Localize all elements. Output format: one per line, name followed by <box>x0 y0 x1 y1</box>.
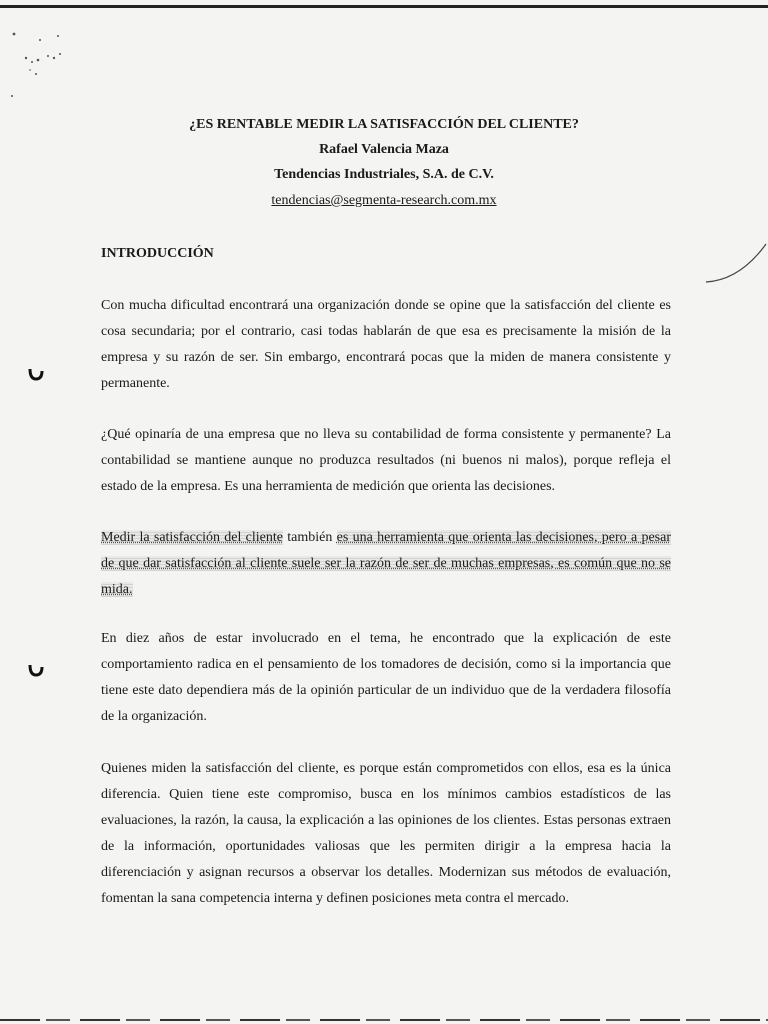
paragraph-3-connector: también <box>282 530 337 545</box>
paragraph-3 <box>101 525 671 603</box>
punch-hole-icon <box>28 367 44 381</box>
paragraph-2: ¿Qué opinaría de una empresa que no lleva su contabilidad de forma consistente y permanente? La contabilidad se mantiene aunque no produzca resultados (ni buenos ni malos), porque refleja el estado de la empresa. Es una herramienta de medición que orienta las decisiones. <box>101 427 671 494</box>
top-scan-edge <box>0 5 768 8</box>
bottom-scan-edge <box>0 1019 768 1021</box>
margin-pen-stroke <box>700 238 768 288</box>
punch-hole-icon <box>28 663 44 677</box>
scan-speckle-mark <box>8 28 88 108</box>
section-title: INTRODUCCIÓN <box>101 246 214 261</box>
highlighted-phrase: es una herramienta que orienta las decisiones, pero a pesar de que dar satisfacción al cliente suele ser la razón de ser de muchas empresas, es común que no se mida. <box>101 530 671 597</box>
highlighted-phrase: Medir la satisfacción del cliente <box>101 530 283 545</box>
author-name: Rafael Valencia Maza <box>319 142 449 157</box>
document-title: ¿ES RENTABLE MEDIR LA SATISFACCIÓN DEL CLIENTE? <box>189 117 579 132</box>
organization-name: Tendencias Industriales, S.A. de C.V. <box>274 167 494 182</box>
paragraph-5: Quienes miden la satisfacción del cliente, es porque están comprometidos con ellos, esa es la única diferencia. Quien tiene este compromiso, busca en los mínimos cambios estadísticos de las evaluaciones, la razón, la causa, la explicación a las opiniones de los clientes. Estas personas extraen de la información, oportunidades valiosas que les permiten dirigir a la empresa hacia la diferenciación y asignan recursos a observar los detalles. Modernizan sus métodos de evaluación, fomentan la sana competencia interna y definen posiciones meta contra el mercado. <box>101 761 671 906</box>
author-email: tendencias@segmenta-research.com.mx <box>271 193 497 208</box>
paragraph-1: Con mucha dificultad encontrará una organización donde se opine que la satisfacción del cliente es cosa secundaria; por el contrario, casi todas hablarán de que esa es precisamente la misión de la empresa y su razón de ser. Sin embargo, encontrará pocas que la miden de manera consistente y permanente. <box>101 298 671 391</box>
paragraph-4: En diez años de estar involucrado en el tema, he encontrado que la explicación de este comportamiento radica en el pensamiento de los tomadores de decisión, como si la importancia que tiene este dato dependiera más de la opinión particular de un individuo que de la verdadera filosofía de la organización. <box>101 631 671 724</box>
